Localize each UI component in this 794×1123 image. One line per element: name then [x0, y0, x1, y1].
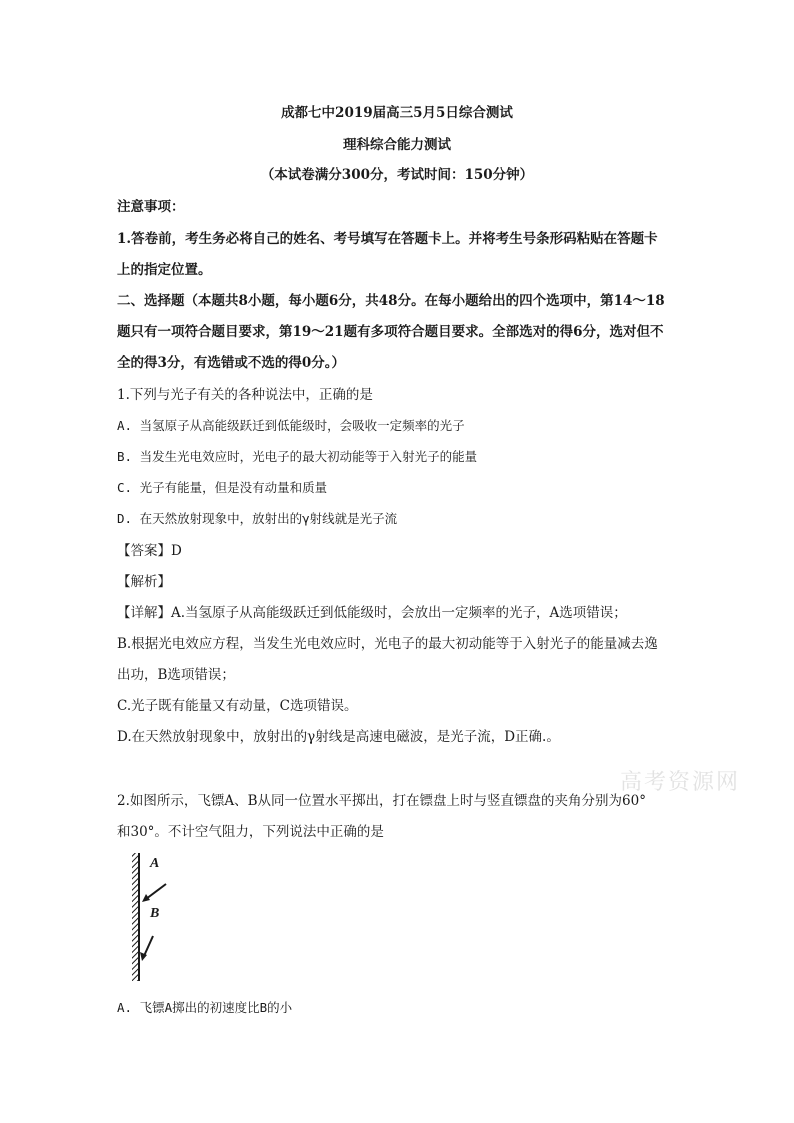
- section-instructions-line-3: 全的得3分，有选错或不选的得0分。）: [117, 355, 346, 371]
- section-instructions-line-2: 题只有一项符合题目要求，第19～21题有多项符合题目要求。全部选对的得6分，选对但不: [117, 324, 664, 340]
- q1-detail-2-line-1: B.根据光电效应方程，当发生光电效应时，光电子的最大初动能等于入射光子的能量减去逸: [117, 636, 658, 652]
- dart-a-label: A: [150, 856, 160, 871]
- q1-detail-2-line-2: 出功，B选项错误；: [117, 667, 235, 683]
- q1-detail-4: D.在天然放射现象中，放射出的γ射线是高速电磁波，是光子流，D正确.。: [117, 729, 560, 745]
- q1-option-a: A. 当氢原子从高能级跃迁到低能级时，会吸收一定频率的光子: [117, 418, 465, 433]
- q1-stem: 1.下列与光子有关的各种说法中，正确的是: [117, 387, 373, 403]
- q2-stem-line-2: 和30°。不计空气阻力，下列说法中正确的是: [117, 824, 384, 840]
- q2-option-a: A. 飞镖A掷出的初速度比B的小: [117, 1000, 293, 1015]
- q1-option-c: C. 光子有能量，但是没有动量和质量: [117, 480, 328, 495]
- dart-a-arrow: [146, 884, 166, 899]
- exam-info: （本试卷满分300分，考试时间：150分钟）: [260, 167, 534, 183]
- notice-item-1-line-2: 上的指定位置。: [117, 262, 212, 278]
- notice-item-1-line-1: 1.答卷前，考生务必将自己的姓名、考号填写在答题卡上。并将考生号条形码粘贴在答题卡: [117, 231, 658, 247]
- q1-option-b: B. 当发生光电效应时，光电子的最大初动能等于入射光子的能量: [117, 449, 478, 464]
- dart-b-arrow: [144, 936, 153, 956]
- q1-option-d: D. 在天然放射现象中，放射出的γ射线就是光子流: [117, 511, 398, 526]
- notice-heading: 注意事项：: [117, 199, 185, 215]
- q1-analysis-heading: 【解析】: [117, 574, 171, 590]
- section-instructions-line-1: 二、选择题（本题共8小题，每小题6分，共48分。在每小题给出的四个选项中，第14～18: [117, 293, 665, 309]
- q2-stem-line-1: 2.如图所示，飞镖A、B从同一位置水平掷出，打在镖盘上时与竖直镖盘的夹角分别为60°: [117, 793, 646, 809]
- exam-title: 成都七中2019届高三5月5日综合测试: [281, 105, 513, 121]
- exam-subtitle: 理科综合能力测试: [343, 137, 451, 153]
- q1-answer: 【答案】D: [117, 543, 182, 559]
- watermark: 高考资源网: [620, 770, 741, 795]
- q1-detail-3: C.光子既有能量又有动量，C选项错误。: [117, 698, 358, 714]
- q1-detail-1: 【详解】A.当氢原子从高能级跃迁到低能级时，会放出一定频率的光子，A选项错误；: [117, 605, 627, 621]
- dartboard-hatching: [132, 853, 139, 981]
- dartboard-figure: [115, 850, 185, 990]
- dart-b-label: B: [150, 906, 160, 921]
